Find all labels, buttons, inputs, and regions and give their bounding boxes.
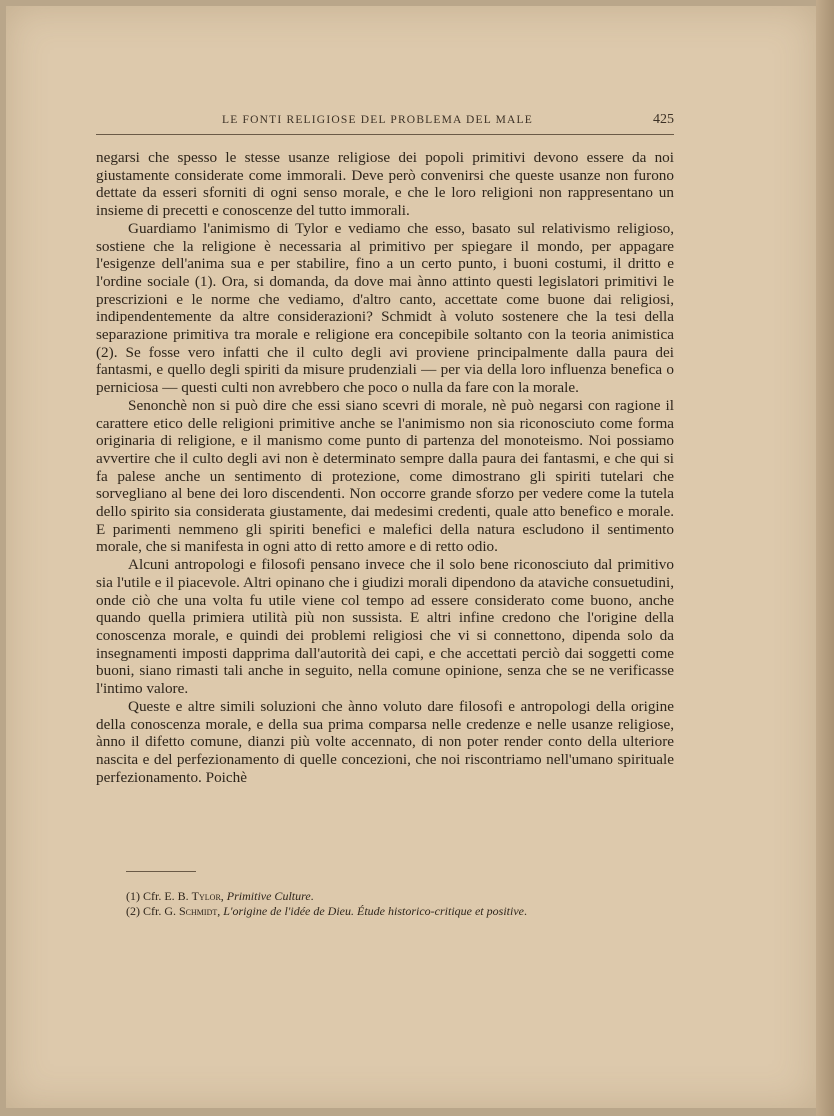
footnote-prefix: Cfr. G.	[143, 903, 179, 918]
page-edge	[816, 0, 834, 1116]
footnote-author: Schmidt	[179, 903, 218, 918]
page-number: 425	[653, 112, 674, 127]
footnote-author: Tylor	[191, 889, 221, 903]
footnote-end: .	[310, 889, 314, 903]
footnote-rule	[126, 871, 196, 872]
running-title: LE FONTI RELIGIOSE DEL PROBLEMA DEL MALE	[222, 114, 533, 126]
body-text	[96, 149, 674, 786]
footnote-title: L'origine de l'idée de Dieu. Étude historico-critique et positive	[223, 903, 524, 918]
paragraph: Queste e altre simili soluzioni che ànno voluto dare filosofi e antropologi della origine della conoscenza morale, e della sua prima comparsa nelle credenze e nelle usanze religiose, ànno il difetto comune, dianzi più volte accennato, di non poter render conto della ulteriore nascita e del perfezionamento di quelle concezioni, che noi riscontriamo nell'umano spirituale perfezionamento. Poichè	[96, 697, 674, 786]
footnote-separator: ,	[220, 889, 227, 903]
footnote-2	[126, 904, 686, 919]
footnote-marker: (2)	[126, 903, 140, 918]
footnote-title: Primitive Culture	[226, 889, 311, 903]
running-header	[96, 112, 674, 134]
footnote-separator: ,	[217, 903, 224, 918]
footnote-1	[126, 889, 686, 904]
paragraph: Senonchè non si può dire che essi siano scevri di morale, nè può negarsi con ragione il carattere etico delle religioni primitive anche se l'animismo non sia riconosciuto come forma originaria di religione, e il manismo come punto di partenza del monoteismo. Noi possiamo avvertire che il culto degli avi non è determinato sempre dalla paura dei fantasmi, e che qui si fa palese anche un sentimento di protezione, come dimostrano gli spiriti tutelari che sorvegliano al bene dei loro discendenti. Non occorre grande sforzo per vedere come la tutela dello spirito sia considerata giustamente, dai medesimi credenti, quale atto benefico e morale. E parimenti nemmeno gli spiriti benefici e malefici della natura escludono il sentimento morale, che si manifesta in ogni atto di retto amore e di retto odio.	[96, 396, 674, 556]
paragraph: Alcuni antropologi e filosofi pensano invece che il solo bene riconosciuto dal primitivo sia l'utile e il piacevole. Altri opinano che i giudizi morali dipendono da ataviche consuetudini, onde ciò che una volta fu utile viene col tempo ad essere considerato come buono, anche quando quella primiera utilità più non sussista. E altri infine credono che l'origine della conoscenza morale, e quindi dei problemi religiosi che vi si connettono, dipenda solo da insegnamenti imposti dapprima dall'autorità dei capi, e che accettati perciò dai soggetti come buoni, siano rimasti tali anche in seguito, nella comune opinione, senza che se ne verificasse l'intimo valore.	[96, 556, 674, 698]
header-rule	[96, 134, 674, 135]
footnotes	[126, 889, 686, 918]
footnote-marker: (1)	[126, 889, 140, 903]
paragraph: Guardiamo l'animismo di Tylor e vediamo che esso, basato sul relativismo religioso, sostiene che la religione è necessaria al primitivo per spiegare il mondo, per appagare l'esigenze dell'anima sua e per stabilire, fino a un certo punto, i buoni costumi, il dritto e l'ordine sociale (1). Ora, si domanda, da dove mai ànno attinto questi legislatori primitivi le prescrizioni e le norme che vediamo, d'altro canto, accettate come buone dai religiosi, indipendentemente da altre considerazioni? Schmidt à voluto sostenere che la tesi della separazione primitiva tra morale e religione era concepibile soltanto con la teoria animistica (2). Se fosse vero infatti che il culto degli avi proviene principalmente dalla paura dei fantasmi, e quello degli spiriti da misure prudenziali — per via della loro influenza benefica o perniciosa — questi culti non avrebbero che poco o nulla da fare con la morale.	[96, 219, 674, 397]
footnote-end: .	[523, 903, 527, 918]
footnote-prefix: Cfr. E. B.	[143, 889, 192, 903]
paragraph: negarsi che spesso le stesse usanze religiose dei popoli primitivi devono essere da noi giustamente considerate come immorali. Deve però convenirsi che queste usanze non furono dettate da esseri sforniti di ogni senso morale, e che le loro religioni non rappresentano un insieme di precetti e conoscenze del tutto immorali.	[96, 149, 674, 220]
